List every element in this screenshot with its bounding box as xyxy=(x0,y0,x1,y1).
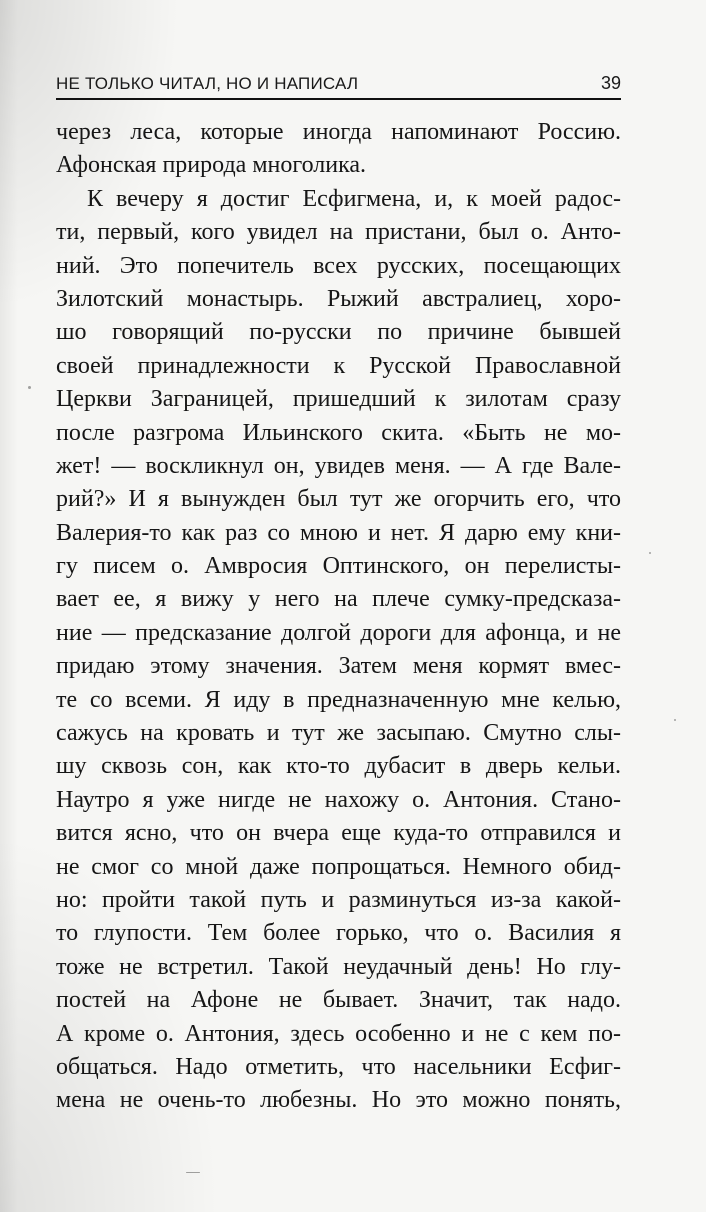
text-line: но: пройти такой путь и разминуться из-за какой- xyxy=(56,886,621,913)
text-line: через леса, которые иногда напоминают Россию. xyxy=(56,119,621,145)
text-line: шу сквозь сон, как кто-то дубасит в дверь кельи. xyxy=(56,753,621,780)
text-line: те со всеми. Я иду в предназначенную мне келью, xyxy=(56,686,621,713)
header-rule xyxy=(56,98,621,100)
text-line: ний. Это попечитель всех русских, посещающих xyxy=(56,252,621,279)
text-line: шо говорящий по-русски по причине бывшей xyxy=(56,319,621,346)
text-line: общаться. Надо отметить, что насельники Есфиг- xyxy=(56,1053,621,1080)
text-line: А кроме о. Антония, здесь особенно и не с кем по- xyxy=(56,1020,621,1047)
text-line: то глупости. Тем более горько, что о. Василия я xyxy=(56,920,621,947)
text-line: сажусь на кровать и тут же засыпаю. Смутно слы- xyxy=(56,720,621,747)
scan-speck xyxy=(649,552,651,554)
body-text xyxy=(56,116,621,1118)
text-line: Валерия-то как раз со мною и нет. Я дарю ему кни- xyxy=(56,519,621,546)
page-header xyxy=(56,66,621,100)
text-line: не смог со мной даже попрощаться. Немного обид- xyxy=(56,853,621,880)
text-line: рий?» И я вынужден был тут же огорчить его, что xyxy=(56,486,621,513)
text-line: Церкви Заграницей, пришедший к зилотам сразу xyxy=(56,386,621,413)
scan-speck xyxy=(186,1172,200,1173)
text-line: гу писем о. Амвросия Оптинского, он перелисты- xyxy=(56,553,621,580)
text-line: Зилотский монастырь. Рыжий австралиец, хоро- xyxy=(56,285,621,312)
text-line: мена не очень-то любезны. Но это можно понять, xyxy=(56,1087,621,1114)
running-head: НЕ ТОЛЬКО ЧИТАЛ, НО И НАПИСАЛ xyxy=(56,74,359,93)
page-number: 39 xyxy=(600,73,621,93)
text-line: вает ее, я вижу у него на плече сумку-предсказа- xyxy=(56,586,621,613)
scan-speck xyxy=(28,386,31,389)
text-line: ние — предсказание долгой дороги для афонца, и не xyxy=(56,619,621,646)
text-line: постей на Афоне не бывает. Значит, так надо. xyxy=(56,987,621,1014)
text-line: после разгрома Ильинского скита. «Быть не мо- xyxy=(56,419,621,446)
text-line: ти, первый, кого увидел на пристани, был о. Анто- xyxy=(56,219,621,246)
text-line: своей принадлежности к Русской Православной xyxy=(56,352,621,379)
text-line: Афонская природа многолика. xyxy=(56,152,367,179)
text-line: вится ясно, что он вчера еще куда-то отправился и xyxy=(56,820,621,847)
scan-speck xyxy=(674,719,676,721)
text-line: придаю этому значения. Затем меня кормят вмес- xyxy=(56,653,621,680)
text-line: Наутро я уже нигде не нахожу о. Антония. Стано- xyxy=(56,786,621,813)
text-line: тоже не встретил. Такой неудачный день! Но глу- xyxy=(56,953,621,980)
text-line: жет! — воскликнул он, увидев меня. — А где Вале- xyxy=(56,452,621,479)
text-line: К вечеру я достиг Есфигмена, и, к моей радос- xyxy=(87,185,621,212)
